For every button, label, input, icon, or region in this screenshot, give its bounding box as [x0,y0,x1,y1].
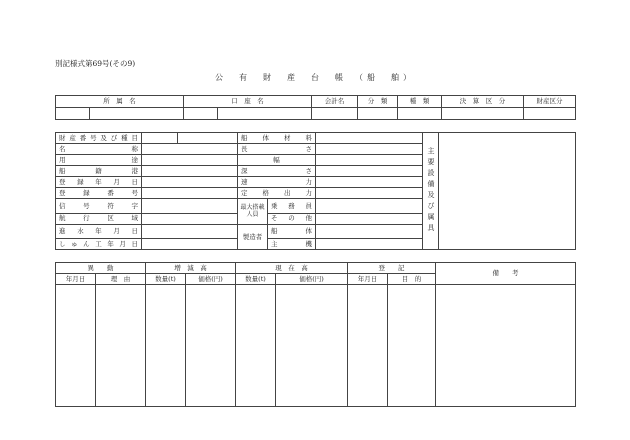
builder-label: 製造者 [238,224,268,250]
row-registration-number: 登録番号 [56,188,142,199]
col-type: 種 類 [398,96,442,108]
row-property-number: 財産番号及び種目 [56,133,142,144]
sub-purpose: 目 的 [388,274,436,285]
crew-capacity-label: 最大搭載人員 [238,199,268,225]
row-other-persons: その他 [268,213,316,224]
col-affiliation: 所 属 名 [56,96,184,108]
account-info-table [55,95,576,120]
change-history-table [55,262,576,407]
row-rated-output: 定格出力 [238,188,316,199]
sub-qty-change: 数量(t) [146,274,186,285]
row-length: 長 さ [238,144,316,155]
sub-reason: 理 由 [96,274,146,285]
row-speed: 速 力 [238,177,316,188]
row-purpose: 用 途 [56,155,142,166]
row-crew: 乗務員 [268,199,316,214]
row-depth: 深 さ [238,166,316,177]
col-settlement: 決 算 区 分 [442,96,524,108]
sub-date: 年月日 [56,274,96,285]
row-launch-date: 進水年月日 [56,224,142,239]
col-account-name: 口 座 名 [184,96,312,108]
sub-price-current: 価格(円) [276,274,348,285]
row-width: 幅 [238,155,316,166]
row-port-of-registry: 船 籍 港 [56,166,142,177]
group-increase-decrease: 増 減 高 [146,263,236,274]
page-title: 公 有 財 産 台 帳 （船 舶） [215,73,415,82]
vessel-details-table [55,132,576,250]
group-registration: 登 記 [348,263,436,274]
row-hull-material: 船体材料 [238,133,316,144]
row-navigation-area: 航行区域 [56,213,142,224]
group-current-amount: 現 在 高 [236,263,348,274]
row-name: 名 称 [56,144,142,155]
row-signal-letters: 信号符字 [56,199,142,214]
group-remarks: 備 考 [436,263,576,285]
row-registration-date: 登録年月日 [56,177,142,188]
sub-qty-current: 数量(t) [236,274,276,285]
row-completion-date: しゅん工年月日 [56,239,142,250]
equipment-label: 主要設備及び属具 [427,147,435,235]
row-builder-main-engine: 主 機 [268,239,316,250]
col-accounting-name: 会計名 [312,96,358,108]
col-classification: 分 類 [358,96,398,108]
form-number: 別記様式第69号(その9) [55,59,136,68]
row-builder-hull: 船 体 [268,224,316,239]
sub-price-change: 価格(円) [186,274,236,285]
col-property-class: 財産区分 [524,96,576,108]
sub-reg-date: 年月日 [348,274,388,285]
group-change: 異 動 [56,263,146,274]
